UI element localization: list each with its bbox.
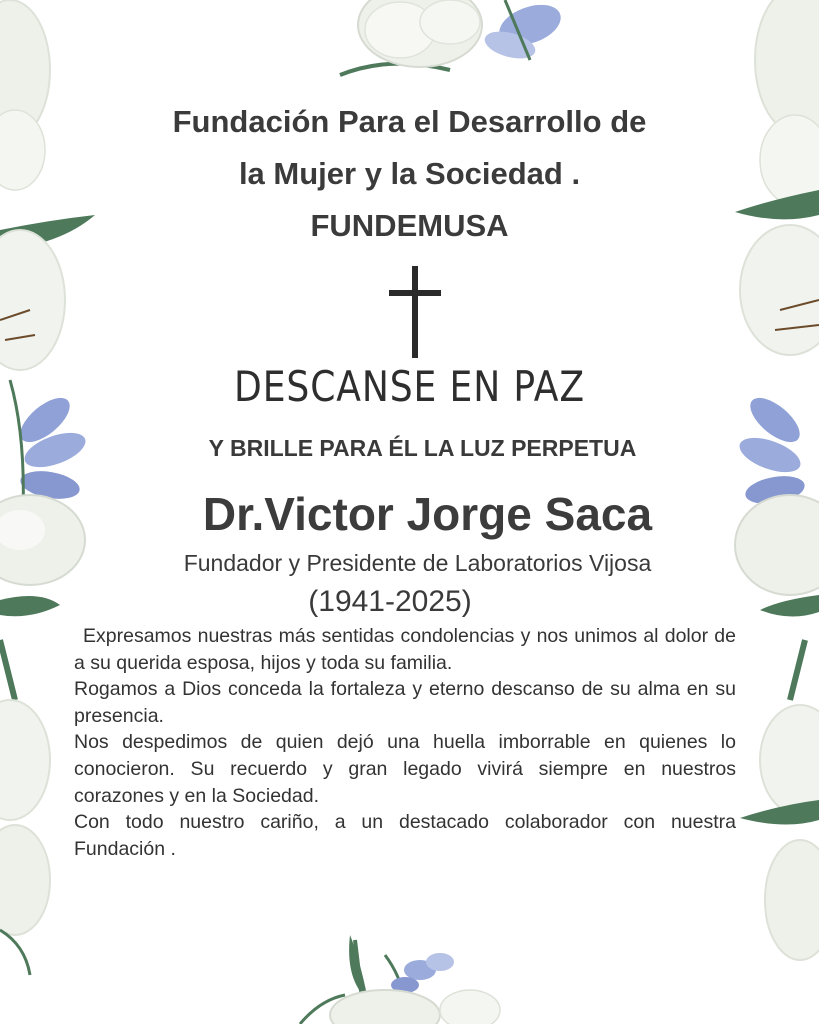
bottom-flowers-icon — [300, 935, 500, 1024]
person-role: Fundador y Presidente de Laboratorios Vijosa — [183, 550, 652, 576]
subheadline-perpetual-light: Y BRILLE PARA ÉL LA LUZ PERPETUA — [208, 435, 637, 461]
message-paragraph-2: Rogamos a Dios conceda la fortaleza y eterno descanso de su alma en su presencia. — [74, 678, 736, 727]
message-paragraph-3: Nos despedimos de quien dejó una huella imborrable en quienes lo conocieron. Su recuerdo y gran legado vivirá siempre en nuestros corazones y en la Sociedad. — [74, 731, 736, 807]
person-years: (1941-2025) — [308, 585, 472, 618]
organization-name-line1: Fundación Para el Desarrollo de — [172, 104, 647, 139]
condolence-message — [74, 623, 736, 862]
message-paragraph-1: Expresamos nuestras más sentidas condolencias y nos unimos al dolor de a su querida esposa, hijos y toda su familia. — [74, 625, 736, 674]
organization-acronym: FUNDEMUSA — [310, 208, 509, 243]
organization-name-line2: la Mujer y la Sociedad . — [238, 156, 581, 191]
cross-icon — [389, 266, 441, 358]
headline-rest-in-peace: DESCANSE EN PAZ — [234, 362, 585, 411]
top-flower-icon — [340, 0, 566, 75]
message-paragraph-4: Con todo nuestro cariño, a un destacado colaborador con nuestra Fundación . — [74, 811, 736, 860]
person-name: Dr.Victor Jorge Saca — [202, 488, 653, 540]
